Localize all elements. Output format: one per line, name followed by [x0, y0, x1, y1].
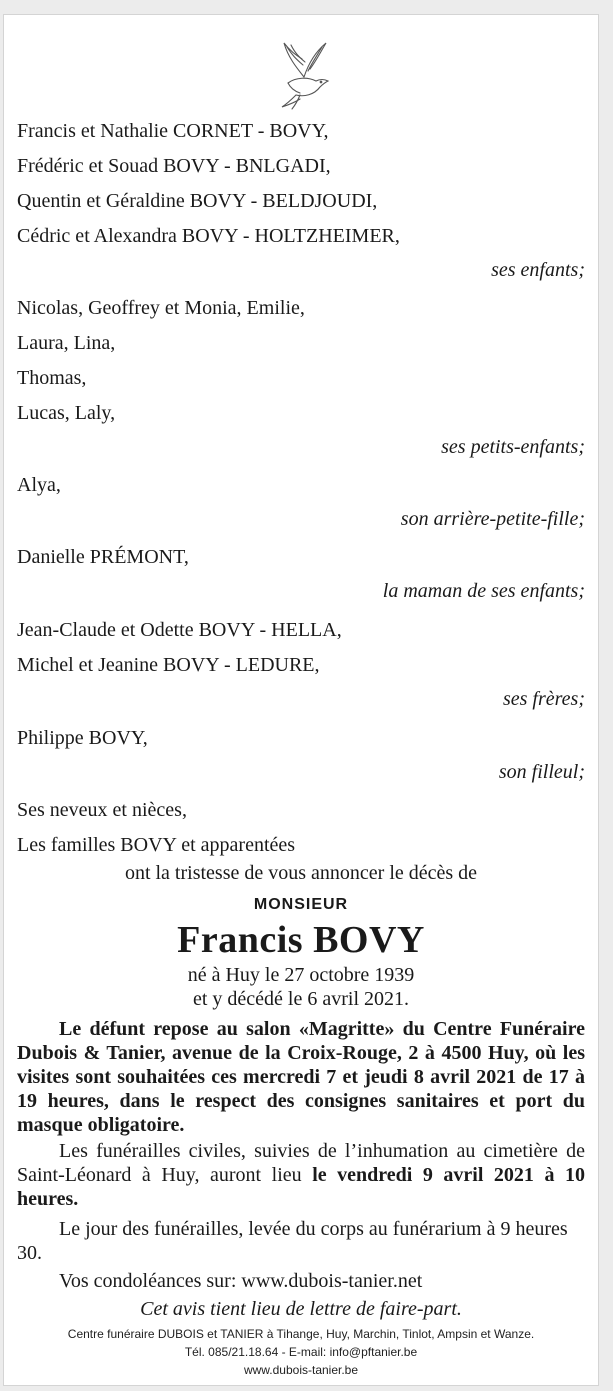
- child-line-4: Cédric et Alexandra BOVY - HOLTZHEIMER,: [17, 225, 400, 247]
- grandchild-line-3: Thomas,: [17, 367, 87, 389]
- brothers-label: ses frères;: [502, 688, 585, 710]
- deceased-name: Francis BOVY: [177, 919, 425, 961]
- dove-icon: [274, 37, 336, 111]
- footer-line-2: Tél. 085/21.18.64 - E-mail: info@pftanier.be: [184, 1345, 418, 1359]
- great-grandchild-label: son arrière-petite-fille;: [400, 508, 585, 530]
- others-line-1: Ses neveux et nièces,: [17, 799, 187, 821]
- grandchild-line-1: Nicolas, Geoffrey et Monia, Emilie,: [17, 297, 305, 319]
- others-line-2: Les familles BOVY et apparentées: [17, 834, 296, 856]
- death-info: et y décédé le 6 avril 2021.: [192, 988, 410, 1010]
- condolences-paragraph: [17, 1269, 585, 1293]
- godson-line: Philippe BOVY,: [17, 727, 148, 749]
- notice-line: Cet avis tient lieu de lettre de faire-part.: [140, 1298, 462, 1320]
- levee-paragraph: [17, 1217, 585, 1265]
- funeral-date: le vendredi 9 avril 2021 à 10 heures.: [17, 1164, 586, 1210]
- footer-line-1: Centre funéraire DUBOIS et TANIER à Tihange, Huy, Marchin, Tinlot, Ampsin et Wanze.: [67, 1327, 535, 1341]
- child-line-2: Frédéric et Souad BOVY - BNLGADI,: [17, 155, 331, 177]
- obituary-card: [3, 14, 599, 1386]
- mother-line: Danielle PRÉMONT,: [17, 546, 189, 568]
- brother-line-2: Michel et Jeanine BOVY - LEDURE,: [17, 654, 320, 676]
- funeral-text: Les funérailles civiles, suivies de l’inhumation au cimetière de Saint-Léonard à Huy, auront lieu: [17, 1140, 585, 1186]
- child-line-3: Quentin et Géraldine BOVY - BELDJOUDI,: [17, 190, 378, 212]
- birth-info: né à Huy le 27 octobre 1939: [187, 964, 415, 986]
- funeral-paragraph: [17, 1139, 585, 1211]
- footer-line-3: www.dubois-tanier.be: [243, 1363, 359, 1377]
- condolences-text: Vos condoléances sur: www.dubois-tanier.net: [59, 1270, 423, 1292]
- grandchildren-label: ses petits-enfants;: [441, 436, 585, 458]
- children-label: ses enfants;: [491, 259, 585, 281]
- announcement-intro: ont la tristesse de vous annoncer le décès de: [124, 862, 478, 884]
- rest-paragraph: [17, 1017, 585, 1137]
- rest-text: Le défunt repose au salon «Magritte» du Centre Funéraire Dubois & Tanier, avenue de la Croix-Rouge, 2 à 4500 Huy, où les visites sont souhaitées ces mercredi 7 et jeudi 8 avril 2021 de 17 à 19 heures, dans le respect des consignes sanitaires et port du masque obligatoire.: [17, 1018, 585, 1136]
- grandchild-line-4: Lucas, Laly,: [17, 402, 116, 424]
- great-grandchild-line: Alya,: [17, 474, 61, 496]
- deceased-title: MONSIEUR: [253, 896, 349, 913]
- brother-line-1: Jean-Claude et Odette BOVY - HELLA,: [17, 619, 342, 641]
- godson-label: son filleul;: [498, 761, 585, 783]
- levee-text: Le jour des funérailles, levée du corps au funérarium à 9 heures 30.: [17, 1218, 568, 1264]
- child-line-1: Francis et Nathalie CORNET - BOVY,: [17, 120, 329, 142]
- grandchild-line-2: Laura, Lina,: [17, 332, 116, 354]
- mother-label: la maman de ses enfants;: [382, 580, 585, 602]
